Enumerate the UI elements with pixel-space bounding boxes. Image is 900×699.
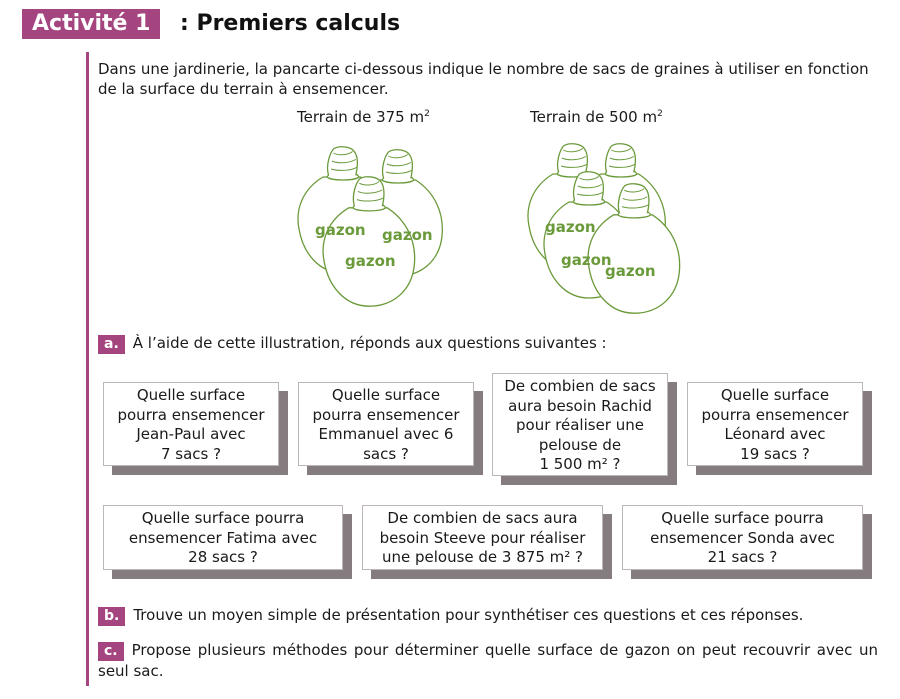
- seed-bags-group-500: [523, 140, 693, 320]
- question-card-1: Quelle surface pourra ensemencer Jean-Paul avec 7 sacs ?: [103, 382, 279, 466]
- intro-paragraph: Dans une jardinerie, la pancarte ci-dessous indique le nombre de sacs de graines à utiliser en fonction de la surface du terrain à ensemencer.: [98, 60, 869, 98]
- bag-label: gazon: [345, 252, 396, 270]
- question-letter-c: c.: [98, 642, 124, 661]
- bag-label: gazon: [315, 221, 366, 239]
- question-card-7: Quelle surface pourra ensemencer Sonda avec 21 sacs ?: [622, 505, 863, 570]
- bag-label: gazon: [545, 218, 596, 236]
- terrain-label-500: Terrain de 500 $m^2$: [530, 108, 663, 126]
- left-accent-bar: [86, 52, 89, 686]
- bag-label: gazon: [382, 226, 433, 244]
- question-a-text: À l’aide de cette illustration, réponds aux questions suivantes :: [132, 334, 607, 352]
- activity-badge: Activité 1: [22, 9, 160, 39]
- question-c: [98, 640, 878, 681]
- question-letter-a: a.: [98, 335, 125, 354]
- question-card-5: Quelle surface pourra ensemencer Fatima avec 28 sacs ?: [103, 505, 343, 570]
- question-card-2: Quelle surface pourra ensemencer Emmanuel avec 6 sacs ?: [298, 382, 474, 466]
- bag-label: gazon: [605, 262, 656, 280]
- page-title: : Premiers calculs: [180, 11, 401, 36]
- question-card-4: Quelle surface pourra ensemencer Léonard avec 19 sacs ?: [687, 382, 863, 466]
- question-a: [98, 333, 878, 354]
- question-b: [98, 605, 878, 626]
- question-c-text: Propose plusieurs méthodes pour déterminer quelle surface de gazon on peut recouvrir avec un seul sac.: [98, 641, 878, 680]
- question-b-text: Trouve un moyen simple de présentation pour synthétiser ces questions et ces réponses.: [133, 606, 804, 624]
- terrain-label-375: Terrain de 375 $m^2$: [297, 108, 430, 126]
- bag-label: gazon: [561, 251, 612, 269]
- question-card-3: De combien de sacs aura besoin Rachid pour réaliser une pelouse de 1 500 m² ?: [492, 373, 668, 476]
- question-card-6: De combien de sacs aura besoin Steeve pour réaliser une pelouse de 3 875 m² ?: [362, 505, 603, 570]
- seed-bags-group-375: [290, 140, 460, 310]
- question-letter-b: b.: [98, 607, 125, 626]
